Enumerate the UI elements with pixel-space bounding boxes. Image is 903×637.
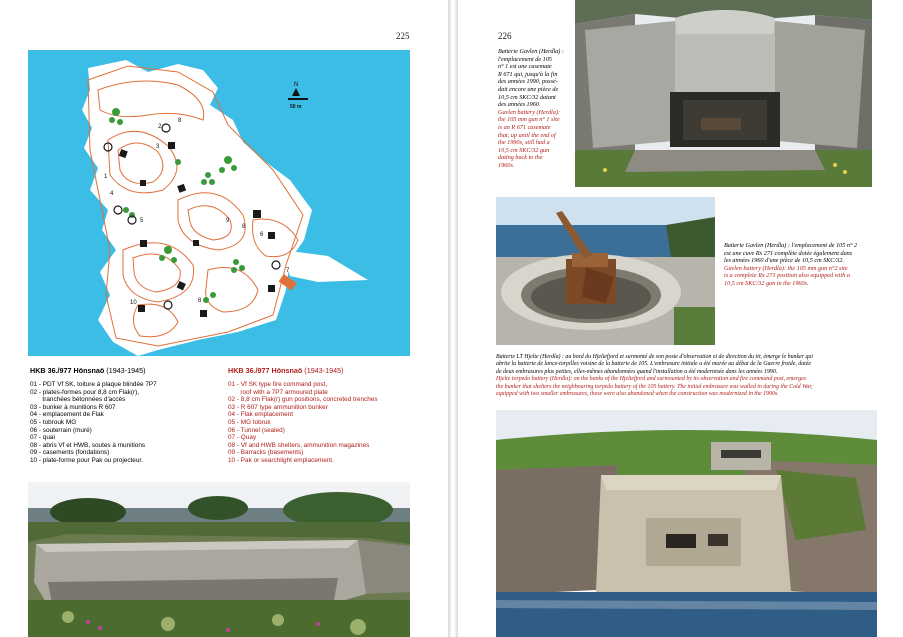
caption-1-en-line: the 105 mm gun n° 1 site bbox=[498, 116, 560, 124]
caption-1-fr-line: Batterie Gavlen (Herdla) : bbox=[498, 48, 564, 55]
legend-fr-item: 04 - emplacement de Flak bbox=[30, 411, 104, 419]
svg-text:3: 3 bbox=[156, 144, 160, 150]
caption-2-en-line: is a complete Rx 271 position also equipped with a bbox=[724, 272, 850, 280]
caption-1-fr-line: des années 1960. bbox=[498, 101, 541, 109]
legend-en-item: 08 - Vf and HWB shelters, ammunition magazines bbox=[228, 441, 370, 449]
legend-en-item: 09 - Barracks (basements) bbox=[228, 449, 304, 457]
legend-fr-list bbox=[30, 381, 157, 465]
page-number-left: 225 bbox=[396, 31, 410, 41]
legend-fr-years: (1943-1945) bbox=[106, 366, 146, 375]
legend-en-item: 04 - Flak emplacement bbox=[228, 411, 293, 419]
north-label: N bbox=[294, 82, 299, 88]
caption-1-fr-line: 10,5 cm SKC/32 datant bbox=[498, 93, 556, 101]
svg-text:2: 2 bbox=[158, 124, 162, 130]
svg-text:8: 8 bbox=[198, 298, 202, 304]
legend-fr-item: 06 - souterrain (muré) bbox=[30, 426, 92, 434]
legend-fr-item: 03 - bunker à munitions R 607 bbox=[30, 403, 116, 411]
legend-en-item: roof with a 7P7 armoured plate bbox=[228, 388, 328, 396]
legend-fr-item: tranchées bétonnées d'accès bbox=[30, 396, 126, 404]
scale-label: 50 m bbox=[290, 104, 302, 110]
caption-2-fr-line: est une cuve Rx 271 complète dotée également dans bbox=[724, 249, 853, 257]
caption-3-fr-line: abrite la batterie de lance-torpilles voisine de la batterie de 105. L'embrasure initiale a été murée au début de la Guerre froide, dotée bbox=[496, 361, 812, 368]
svg-text:8: 8 bbox=[178, 118, 182, 124]
caption-1-en-line: the 1990s, still had a bbox=[498, 139, 550, 147]
legend-en-title bbox=[228, 366, 343, 375]
gun-emplacement-photo bbox=[496, 197, 715, 345]
svg-text:8: 8 bbox=[242, 224, 246, 230]
svg-text:5: 5 bbox=[140, 218, 144, 224]
legend-en-item: 10 - Pak or searchlight emplacement. bbox=[228, 456, 334, 464]
svg-text:4: 4 bbox=[110, 191, 114, 197]
caption-1-fr-line: des années 1990, possé- bbox=[498, 78, 558, 86]
caption-1-fr-line: n° 1 est une casemate bbox=[498, 63, 552, 71]
legend-fr-item: 09 - casements (fondations) bbox=[30, 449, 110, 457]
caption-1-en-line: is an R 671 casemate bbox=[498, 123, 551, 131]
svg-text:1: 1 bbox=[104, 174, 108, 180]
legend-fr-item: 05 - tobrouk MG bbox=[30, 418, 77, 426]
legend-fr-item: 10 - plate-forme pour Pak ou projecteur. bbox=[30, 456, 143, 464]
legend-fr-item: 02 - plates-formes pour 8,8 cm Flak(r), bbox=[30, 388, 140, 396]
torpedo-bunker-photo bbox=[496, 410, 877, 637]
right-page bbox=[458, 0, 903, 637]
caption-2-en-line: 10,5 cm SKC/32 gun in the 1960s. bbox=[724, 279, 809, 287]
caption-1-fr-line: R 671 qui, jusqu'à la fin bbox=[498, 70, 558, 78]
svg-text:10: 10 bbox=[130, 300, 137, 306]
legend-en-item: 01 - Vf SK type fire command post, bbox=[228, 381, 328, 388]
caption-2-fr-line: les années 1960 d'une pièce de 10,5 cm SKC/32. bbox=[724, 257, 844, 265]
caption-1-fr-line: dait encore une pièce de bbox=[498, 85, 559, 93]
legend-fr-item: 08 - abris Vf et HWB, soutes à munitions bbox=[30, 441, 146, 449]
legend-en-item: 06 - Tunnel (sealed) bbox=[228, 426, 285, 434]
legend-en-list bbox=[228, 381, 378, 465]
caption-1-en-line: Gavlen battery (Herdla): bbox=[498, 108, 560, 116]
legend-fr-item: 01 - PDT Vf SK, toiture à plaque blindée 7P7 bbox=[30, 381, 157, 388]
caption-3-en-line: Hjelte torpedo battery (Herdla): on the banks of the Hjeltefjord and surmounted by its observation and fire command post, emerges bbox=[496, 376, 806, 383]
caption-3-fr-line: Batterie LT Hjelte (Herdla) : au bord du Hjeltefjord et surmonté de son poste d'observation et de direction du tir, émerge le bunker qui bbox=[496, 354, 814, 360]
caption-1-en-line: 1960s. bbox=[498, 161, 515, 169]
caption-1-en-line: that, up until the end of bbox=[498, 131, 556, 139]
caption-3 bbox=[496, 354, 896, 398]
legend-fr-item: 07 - quai bbox=[30, 434, 55, 442]
casemate-photo bbox=[575, 0, 872, 187]
legend-en-item: 03 - R 607 type ammunition bunker bbox=[228, 403, 328, 411]
legend-en-title-text: HKB 36./977 Hönsnaö bbox=[228, 366, 303, 375]
caption-1-en-line: 10,5 cm SKC/32 gun bbox=[498, 146, 550, 154]
legend-fr-title bbox=[30, 366, 145, 375]
caption-2-en-line: Gavlen battery (Herdla): the 105 mm gun n°2 site bbox=[724, 264, 848, 272]
page-number-right: 226 bbox=[498, 31, 512, 41]
caption-2 bbox=[724, 242, 902, 288]
caption-3-fr-line: de deux embrasures plus petites, elles-mêmes abandonnées quand l'installation a été modernisée dans les années 1990. bbox=[496, 368, 778, 375]
svg-text:7: 7 bbox=[286, 268, 290, 274]
svg-text:9: 9 bbox=[226, 218, 230, 224]
legend-en-item: 07 - Quay bbox=[228, 434, 257, 442]
legend-en-item: 05 - MG tobruk bbox=[228, 418, 271, 426]
legend-fr-title-text: HKB 36./977 Hönsnaö bbox=[30, 366, 105, 375]
caption-3-en-line: the bunker that shelters the neighbouring torpedo battery of the 105 battery. The initial embrasure was walled in during the Cold War, bbox=[496, 383, 813, 390]
svg-text:6: 6 bbox=[260, 232, 264, 238]
caption-2-fr-line: Batterie Gavlen (Herdla) : l'emplacement de 105 n° 2 bbox=[724, 242, 858, 249]
left-page bbox=[0, 0, 448, 637]
caption-1 bbox=[498, 48, 576, 170]
caption-1-fr-line: l'emplacement de 105 bbox=[498, 55, 552, 63]
site-map bbox=[28, 50, 410, 356]
caption-3-en-line: equipped with two smaller embrasures, these were also abandoned when the construction was modernized in the 1990s. bbox=[496, 391, 779, 398]
legend-en-years: (1943-1945) bbox=[304, 366, 344, 375]
bunker-photo bbox=[28, 482, 410, 637]
legend-en-item: 02 - 8,8 cm Flak(r) gun positions, concreted trenches bbox=[228, 396, 378, 404]
caption-1-en-line: dating back to the bbox=[498, 154, 543, 162]
book-gutter bbox=[448, 0, 458, 637]
